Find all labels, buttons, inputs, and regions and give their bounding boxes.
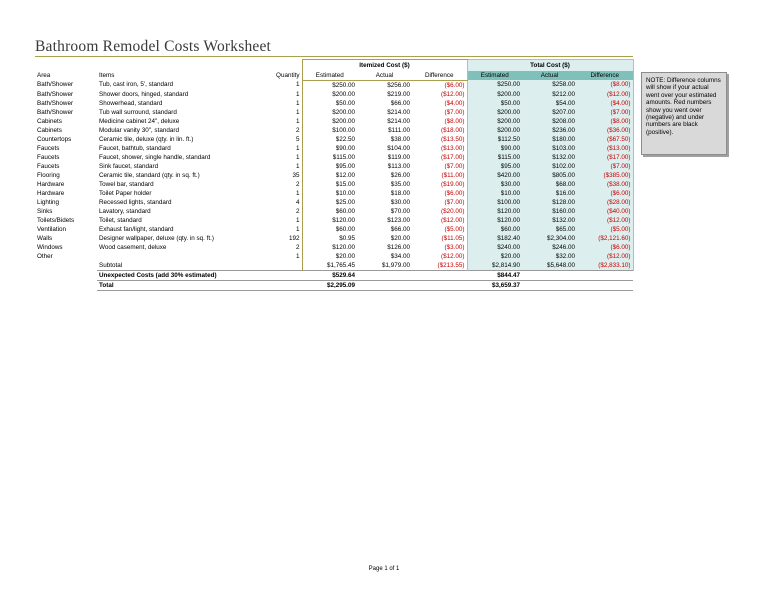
item-cell: Showerhead, standard bbox=[99, 99, 163, 107]
subtotal-difference: ($213.55) bbox=[437, 261, 465, 269]
itemized-cost-header: Itemized Cost ($) bbox=[302, 60, 467, 71]
total-actual-cell: $68.00 bbox=[522, 180, 577, 189]
area-cell: Flooring bbox=[37, 171, 60, 179]
area-cell: Ventilation bbox=[37, 225, 67, 233]
total-estimated-cell: $200.00 bbox=[467, 90, 522, 99]
area-cell: Bath/Shower bbox=[37, 90, 74, 98]
total-difference-cell: ($12.00) bbox=[577, 252, 633, 261]
item-cell bbox=[97, 252, 247, 261]
total-difference-cell: ($40.00) bbox=[577, 207, 633, 216]
subtotal-actual: $1,979.00 bbox=[381, 261, 410, 269]
difference-cell: ($5.00) bbox=[444, 225, 465, 233]
total-difference-cell: ($17.00) bbox=[577, 153, 633, 162]
total-actual-cell: $212.00 bbox=[522, 90, 577, 99]
subtotal-total-actual: $5,648.00 bbox=[522, 261, 577, 271]
item-cell: Tub, cast iron, 5', standard bbox=[99, 81, 174, 89]
table-row bbox=[35, 198, 633, 207]
total-estimated-cell: $20.00 bbox=[467, 252, 522, 261]
difference-cell: ($3.00) bbox=[444, 243, 465, 251]
difference-cell: ($12.00) bbox=[441, 90, 465, 98]
table-row bbox=[35, 144, 633, 153]
estimated-cell: $250.00 bbox=[302, 80, 357, 90]
difference-cell: ($8.00) bbox=[444, 117, 465, 125]
grand-total-est: $2,295.09 bbox=[302, 280, 357, 290]
item-cell: Shower doors, hinged, standard bbox=[99, 90, 189, 98]
unexpected-costs-est: $529.64 bbox=[302, 270, 357, 280]
actual-cell: $119.00 bbox=[387, 153, 410, 161]
actual-cell: $113.00 bbox=[387, 162, 410, 170]
item-cell: Tub wall surround, standard bbox=[99, 108, 177, 116]
subtotal-estimated: $1,765.45 bbox=[302, 261, 357, 271]
total-actual-cell: $258.00 bbox=[522, 80, 577, 90]
estimated-cell: $200.00 bbox=[302, 117, 357, 126]
total-estimated-cell: $200.00 bbox=[467, 126, 522, 135]
estimated-cell: $100.00 bbox=[302, 126, 357, 135]
table-row bbox=[35, 153, 633, 162]
difference-cell: ($12.00) bbox=[441, 252, 465, 260]
table-row bbox=[35, 243, 633, 252]
table-row bbox=[35, 99, 633, 108]
item-cell: Toilet Paper holder bbox=[99, 189, 152, 197]
subtotal-total-difference: ($2,833.10) bbox=[577, 261, 633, 271]
total-difference-cell: ($8.00) bbox=[577, 117, 633, 126]
quantity-cell: 2 bbox=[295, 180, 300, 188]
area-cell: Countertops bbox=[37, 135, 72, 143]
grand-total-row bbox=[35, 280, 633, 290]
total-estimated-cell: $420.00 bbox=[467, 171, 522, 180]
difference-cell: ($17.00) bbox=[441, 153, 465, 161]
difference-cell: ($4.00) bbox=[444, 99, 465, 107]
quantity-cell: 1 bbox=[295, 81, 300, 89]
table-row bbox=[35, 108, 633, 117]
total-actual-cell: $236.00 bbox=[522, 126, 577, 135]
total-actual-cell: $32.00 bbox=[522, 252, 577, 261]
quantity-cell: 1 bbox=[295, 117, 300, 125]
difference-cell: ($13.50) bbox=[441, 135, 465, 143]
total-estimated-cell: $100.00 bbox=[467, 198, 522, 207]
cost-worksheet-table bbox=[35, 59, 634, 291]
total-difference-cell: ($8.00) bbox=[577, 80, 633, 90]
area-cell: Bath/Shower bbox=[37, 99, 74, 107]
area-cell: Bath/Shower bbox=[37, 81, 74, 89]
quantity-cell: 4 bbox=[295, 198, 300, 206]
estimated-cell: $90.00 bbox=[302, 144, 357, 153]
total-actual-cell: $54.00 bbox=[522, 99, 577, 108]
total-estimated-column-header: Estimated bbox=[467, 71, 522, 81]
table-row bbox=[35, 135, 633, 144]
actual-cell: $66.00 bbox=[390, 99, 410, 107]
table-row bbox=[35, 234, 633, 243]
area-column-header: Area bbox=[37, 71, 51, 79]
quantity-cell: 1 bbox=[295, 189, 300, 197]
total-actual-cell: $103.00 bbox=[522, 144, 577, 153]
item-cell: Designer wallpaper, deluxe (qty. in sq. ft.) bbox=[99, 234, 215, 242]
difference-cell: ($7.00) bbox=[444, 108, 465, 116]
table-row bbox=[35, 252, 633, 261]
estimated-cell: $20.00 bbox=[302, 252, 357, 261]
subtotal-total-estimated: $2,814.90 bbox=[467, 261, 522, 271]
total-estimated-cell: $182.40 bbox=[467, 234, 522, 243]
total-estimated-cell: $120.00 bbox=[467, 207, 522, 216]
items-column-header: Items bbox=[99, 71, 115, 79]
total-estimated-cell: $250.00 bbox=[467, 80, 522, 90]
total-actual-column-header: Actual bbox=[522, 71, 577, 81]
estimated-cell: $115.00 bbox=[302, 153, 357, 162]
subtotal-label: Subtotal bbox=[99, 261, 123, 269]
total-estimated-cell: $240.00 bbox=[467, 243, 522, 252]
estimated-cell: $120.00 bbox=[302, 216, 357, 225]
item-cell: Medicine cabinet 24", deluxe bbox=[99, 117, 180, 125]
actual-cell: $256.00 bbox=[387, 81, 410, 89]
area-cell: Sinks bbox=[37, 207, 53, 215]
total-estimated-cell: $30.00 bbox=[467, 180, 522, 189]
total-actual-cell: $207.00 bbox=[522, 108, 577, 117]
table-row bbox=[35, 171, 633, 180]
estimated-cell: $95.00 bbox=[302, 162, 357, 171]
table-row bbox=[35, 207, 633, 216]
total-difference-column-header: Difference bbox=[577, 71, 633, 81]
unexpected-costs-t-est: $844.47 bbox=[467, 270, 522, 280]
table-row bbox=[35, 162, 633, 171]
difference-cell: ($7.00) bbox=[444, 198, 465, 206]
quantity-cell: 1 bbox=[295, 153, 300, 161]
quantity-cell: 192 bbox=[288, 234, 300, 242]
area-cell: Hardware bbox=[37, 189, 65, 197]
total-difference-cell: ($6.00) bbox=[577, 243, 633, 252]
estimated-cell: $200.00 bbox=[302, 90, 357, 99]
total-estimated-cell: $10.00 bbox=[467, 189, 522, 198]
actual-cell: $35.00 bbox=[390, 180, 410, 188]
difference-cell: ($11.00) bbox=[441, 171, 465, 179]
estimated-cell: $50.00 bbox=[302, 99, 357, 108]
table-row bbox=[35, 216, 633, 225]
total-actual-cell: $805.00 bbox=[522, 171, 577, 180]
item-cell: Ceramic tile, standard (qty. in sq. ft.) bbox=[99, 171, 200, 179]
table-row bbox=[35, 189, 633, 198]
total-estimated-cell: $120.00 bbox=[467, 216, 522, 225]
difference-cell: ($7.00) bbox=[444, 162, 465, 170]
quantity-cell: 1 bbox=[295, 252, 300, 260]
total-actual-cell: $132.00 bbox=[522, 216, 577, 225]
total-difference-cell: ($12.00) bbox=[577, 216, 633, 225]
quantity-cell: 1 bbox=[295, 162, 300, 170]
estimated-cell: $60.00 bbox=[302, 207, 357, 216]
quantity-cell: 1 bbox=[295, 90, 300, 98]
estimated-cell: $200.00 bbox=[302, 108, 357, 117]
actual-cell: $104.00 bbox=[387, 144, 410, 152]
total-actual-cell: $180.00 bbox=[522, 135, 577, 144]
difference-cell: ($6.00) bbox=[444, 189, 465, 197]
total-estimated-cell: $200.00 bbox=[467, 108, 522, 117]
difference-column-header: Difference bbox=[412, 71, 467, 81]
actual-cell: $18.00 bbox=[390, 189, 410, 197]
difference-cell: ($20.00) bbox=[441, 207, 465, 215]
unexpected-costs-row bbox=[35, 270, 633, 280]
total-actual-cell: $246.00 bbox=[522, 243, 577, 252]
total-difference-cell: ($38.00) bbox=[577, 180, 633, 189]
area-cell: Windows bbox=[37, 243, 63, 251]
item-cell: Toilet, standard bbox=[99, 216, 142, 224]
area-cell: Walls bbox=[37, 234, 53, 242]
area-cell: Other bbox=[37, 252, 53, 260]
item-cell: Wood casement, deluxe bbox=[99, 243, 167, 251]
total-difference-cell: ($4.00) bbox=[577, 99, 633, 108]
item-cell: Towel bar, standard bbox=[99, 180, 154, 188]
actual-cell: $38.00 bbox=[390, 135, 410, 143]
estimated-column-header: Estimated bbox=[302, 71, 357, 81]
difference-cell: ($19.00) bbox=[441, 180, 465, 188]
difference-cell: ($12.00) bbox=[441, 216, 465, 224]
total-difference-cell: ($7.00) bbox=[577, 108, 633, 117]
total-actual-cell: $160.00 bbox=[522, 207, 577, 216]
page-title: Bathroom Remodel Costs Worksheet bbox=[35, 38, 272, 55]
table-row bbox=[35, 117, 633, 126]
note-callout: NOTE: Difference columns will show if your actual went over your estimated amounts. Red numbers show you went over (negative) and under numbers are black (positive). bbox=[641, 72, 727, 155]
actual-cell: $26.00 bbox=[390, 171, 410, 179]
area-cell: Bath/Shower bbox=[37, 108, 74, 116]
total-actual-cell: $102.00 bbox=[522, 162, 577, 171]
total-actual-cell: $65.00 bbox=[522, 225, 577, 234]
area-cell: Faucets bbox=[37, 153, 60, 161]
total-difference-cell: ($36.00) bbox=[577, 126, 633, 135]
actual-cell: $214.00 bbox=[387, 117, 410, 125]
actual-cell: $126.00 bbox=[387, 243, 410, 251]
total-difference-cell: ($12.00) bbox=[577, 90, 633, 99]
item-cell: Faucet, bathtub, standard bbox=[99, 144, 171, 152]
area-cell: Toilets/Bidets bbox=[37, 216, 75, 224]
difference-cell: ($11.05) bbox=[441, 234, 465, 242]
table-row bbox=[35, 126, 633, 135]
actual-cell: $66.00 bbox=[390, 225, 410, 233]
item-cell: Faucet, shower, single handle, standard bbox=[99, 153, 211, 161]
difference-cell: ($18.00) bbox=[441, 126, 465, 134]
item-cell: Exhaust fan/light, standard bbox=[99, 225, 174, 233]
table-row bbox=[35, 180, 633, 189]
subtotal-row bbox=[35, 261, 633, 271]
item-cell: Lavatory, standard bbox=[99, 207, 151, 215]
quantity-cell: 1 bbox=[295, 225, 300, 233]
unexpected-costs-label: Unexpected Costs (add 30% estimated) bbox=[97, 270, 247, 280]
estimated-cell: $0.95 bbox=[302, 234, 357, 243]
estimated-cell: $25.00 bbox=[302, 198, 357, 207]
area-cell: Cabinets bbox=[37, 126, 62, 134]
actual-cell: $70.00 bbox=[390, 207, 410, 215]
quantity-cell: 2 bbox=[295, 126, 300, 134]
table-row bbox=[35, 80, 633, 90]
item-cell: Sink faucet, standard bbox=[99, 162, 159, 170]
quantity-cell: 2 bbox=[295, 207, 300, 215]
total-actual-cell: $132.00 bbox=[522, 153, 577, 162]
grand-total-t-est: $3,659.37 bbox=[467, 280, 522, 290]
difference-cell: ($13.00) bbox=[441, 144, 465, 152]
total-actual-cell: $208.00 bbox=[522, 117, 577, 126]
quantity-cell: 1 bbox=[295, 144, 300, 152]
area-cell: Faucets bbox=[37, 162, 60, 170]
estimated-cell: $60.00 bbox=[302, 225, 357, 234]
total-estimated-cell: $112.50 bbox=[467, 135, 522, 144]
total-difference-cell: ($5.00) bbox=[577, 225, 633, 234]
area-cell: Hardware bbox=[37, 180, 65, 188]
total-difference-cell: ($6.00) bbox=[577, 189, 633, 198]
total-difference-cell: ($385.00) bbox=[577, 171, 633, 180]
estimated-cell: $120.00 bbox=[302, 243, 357, 252]
actual-cell: $34.00 bbox=[390, 252, 410, 260]
total-estimated-cell: $200.00 bbox=[467, 117, 522, 126]
total-estimated-cell: $90.00 bbox=[467, 144, 522, 153]
total-actual-cell: $16.00 bbox=[522, 189, 577, 198]
actual-cell: $30.00 bbox=[390, 198, 410, 206]
estimated-cell: $22.50 bbox=[302, 135, 357, 144]
actual-cell: $20.00 bbox=[390, 234, 410, 242]
total-estimated-cell: $95.00 bbox=[467, 162, 522, 171]
table-row bbox=[35, 225, 633, 234]
total-difference-cell: ($7.00) bbox=[577, 162, 633, 171]
total-actual-cell: $128.00 bbox=[522, 198, 577, 207]
grand-total-label: Total bbox=[97, 280, 247, 290]
estimated-cell: $15.00 bbox=[302, 180, 357, 189]
quantity-cell: 1 bbox=[295, 216, 300, 224]
total-estimated-cell: $50.00 bbox=[467, 99, 522, 108]
total-estimated-cell: $60.00 bbox=[467, 225, 522, 234]
difference-cell: ($6.00) bbox=[444, 81, 465, 89]
area-cell: Lighting bbox=[37, 198, 60, 206]
area-cell: Cabinets bbox=[37, 117, 62, 125]
total-cost-header: Total Cost ($) bbox=[467, 60, 633, 71]
estimated-cell: $10.00 bbox=[302, 189, 357, 198]
actual-cell: $111.00 bbox=[388, 126, 410, 134]
quantity-column-header: Quantity bbox=[276, 71, 300, 79]
actual-cell: $123.00 bbox=[387, 216, 410, 224]
quantity-cell: 1 bbox=[295, 108, 300, 116]
table-row bbox=[35, 90, 633, 99]
total-difference-cell: ($67.50) bbox=[577, 135, 633, 144]
total-difference-cell: ($2,121.60) bbox=[577, 234, 633, 243]
area-cell: Faucets bbox=[37, 144, 60, 152]
estimated-cell: $12.00 bbox=[302, 171, 357, 180]
quantity-cell: 1 bbox=[295, 99, 300, 107]
total-estimated-cell: $115.00 bbox=[467, 153, 522, 162]
item-cell: Recessed lights, standard bbox=[99, 198, 172, 206]
total-difference-cell: ($28.00) bbox=[577, 198, 633, 207]
actual-cell: $219.00 bbox=[387, 90, 410, 98]
quantity-cell: 35 bbox=[292, 171, 300, 179]
item-cell: Modular vanity 30", standard bbox=[99, 126, 179, 134]
title-underline bbox=[35, 56, 633, 57]
total-difference-cell: ($13.00) bbox=[577, 144, 633, 153]
item-cell: Ceramic tile, deluxe (qty. in lin. ft.) bbox=[99, 135, 194, 143]
quantity-cell: 2 bbox=[295, 243, 300, 251]
total-actual-cell: $2,304.00 bbox=[522, 234, 577, 243]
actual-cell: $214.00 bbox=[387, 108, 410, 116]
quantity-cell: 5 bbox=[295, 135, 300, 143]
page-footer: Page 1 of 1 bbox=[368, 566, 400, 572]
actual-column-header: Actual bbox=[357, 71, 412, 81]
